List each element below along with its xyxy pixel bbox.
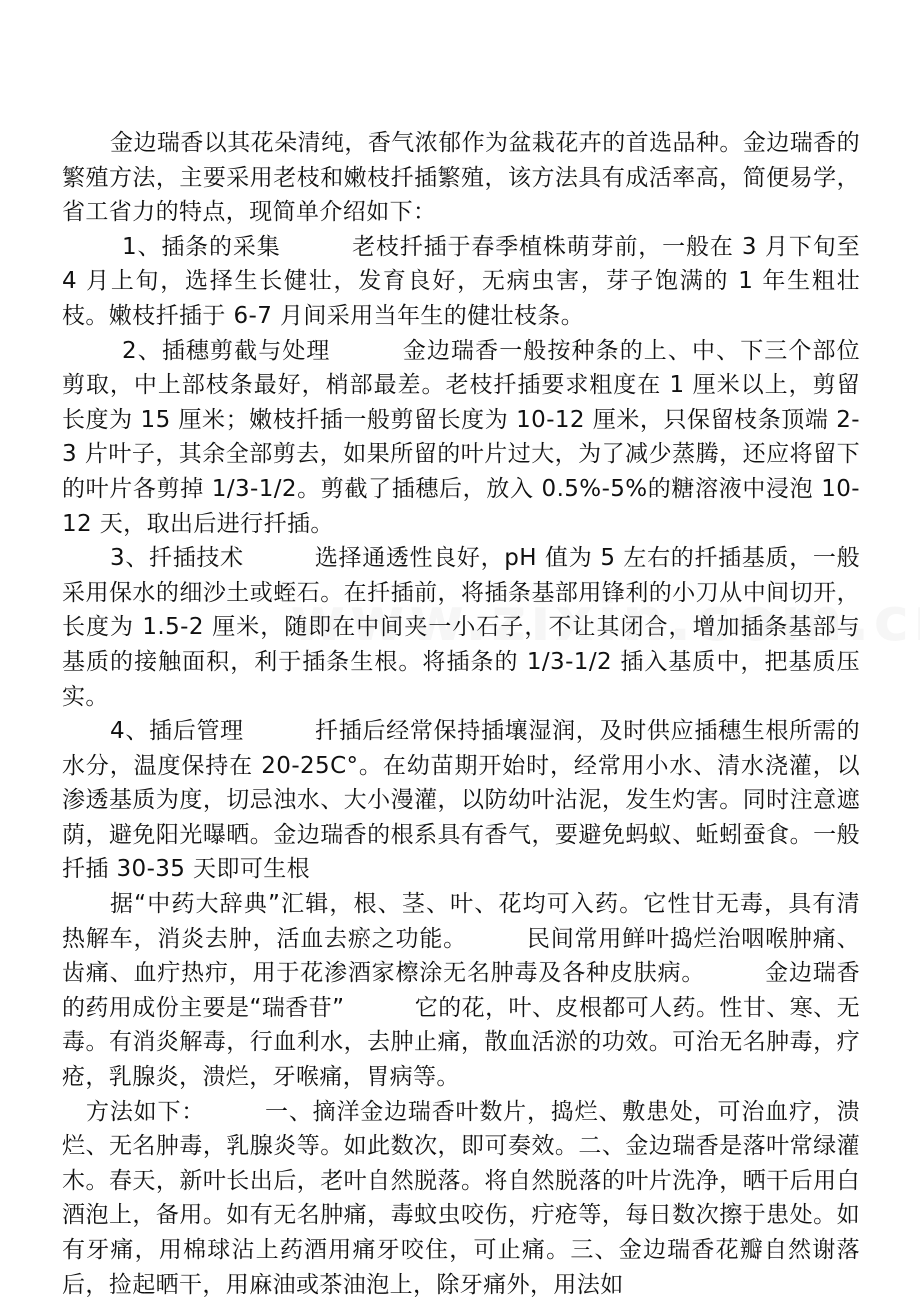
paragraph-intro: 金边瑞香以其花朵清纯，香气浓郁作为盆栽花卉的首选品种。金边瑞香的繁殖方法，主要采用老枝和嫩枝扦插繁殖，该方法具有成活率高，简便易学，省工省力的特点，现简单介绍如下： bbox=[62, 130, 860, 226]
paragraph-aftercare: 4、插后管理 扦插后经常保持插壤湿润，及时供应插穗生根所需的水分，温度保持在 20-25C°。在幼苗期开始时，经常用小水、清水浇灌，以渗透基质为度，切忌浊水、大小漫灌，以防幼叶沾泥，发生灼害。同时注意遮荫，避免阳光曝晒。金边瑞香的根系具有香气，要避免蚂蚁、蚯蚓蚕食。一般扦插 30-35 天即可生根 bbox=[62, 718, 860, 883]
document-body bbox=[62, 126, 860, 1302]
paragraph-cutting-collection: 1、插条的采集 老枝扦插于春季植株萌芽前，一般在 3 月下旬至 4 月上旬，选择生长健壮，发育良好，无病虫害，芽子饱满的 1 年生粗壮枝。嫩枝扦插于 6-7 月间采用当年生的健壮枝条。 bbox=[62, 233, 860, 329]
paragraph-cutting-technique: 3、扦插技术 选择通透性良好，pH 值为 5 左右的扦插基质，一般采用保水的细沙土或蛭石。在扦插前，将插条基部用锋利的小刀从中间切开，长度为 1.5-2 厘米，随即在中间夹一小石子，不让其闭合，增加插条基部与基质的接触面积，利于插条生根。将插条的 1/3-1/2 插入基质中，把基质压实。 bbox=[62, 545, 860, 710]
paragraph-methods: 方法如下： 一、摘洋金边瑞香叶数片，捣烂、敷患处，可治血疗，溃烂、无名肿毒，乳腺炎等。如此数次，即可奏效。二、金边瑞香是落叶常绿灌木。春天，新叶长出后，老叶自然脱落。将自然脱落的叶片洗净，晒干后用白酒泡上，备用。如有无名肿痛，毒蚊虫咬伤，疔疮等，每日数次擦于患处。如有牙痛，用棉球沾上药酒用痛牙咬住，可止痛。三、金边瑞香花瓣自然谢落后，捡起晒干，用麻油或茶油泡上，除牙痛外，用法如 bbox=[62, 1098, 860, 1298]
paragraph-cutting-processing: 2、插穗剪截与处理 金边瑞香一般按种条的上、中、下三个部位剪取，中上部枝条最好，梢部最差。老枝扦插要求粗度在 1 厘米以上，剪留长度为 15 厘米；嫩枝扦插一般剪留长度为 10-12 厘米，只保留枝条顶端 2-3 片叶子，其余全部剪去，如果所留的叶片过大，为了减少蒸腾，还应将留下的叶片各剪掉 1/3-1/2。剪截了插穗后，放入 0.5%-5%的糖溶液中浸泡 10-12 天，取出后进行扦插。 bbox=[62, 337, 860, 537]
paragraph-medicinal-use: 据“中药大辞典”汇辑，根、茎、叶、花均可入药。它性甘无毒，具有清热解车，消炎去肿，活血去瘀之功能。 民间常用鲜叶捣烂治咽喉肿痛、齿痛、血疔热疖，用于花渗酒家檫涂无名肿毒及各种皮肤病。 金边瑞香的药用成份主要是“瑞香苷” 它的花，叶、皮根都可人药。性甘、寒、无毒。有消炎解毒，行血利水，去肿止痛，散血活淤的功效。可治无名肿毒，疗疮，乳腺炎，溃烂，牙喉痛，胃病等。 bbox=[62, 891, 860, 1091]
